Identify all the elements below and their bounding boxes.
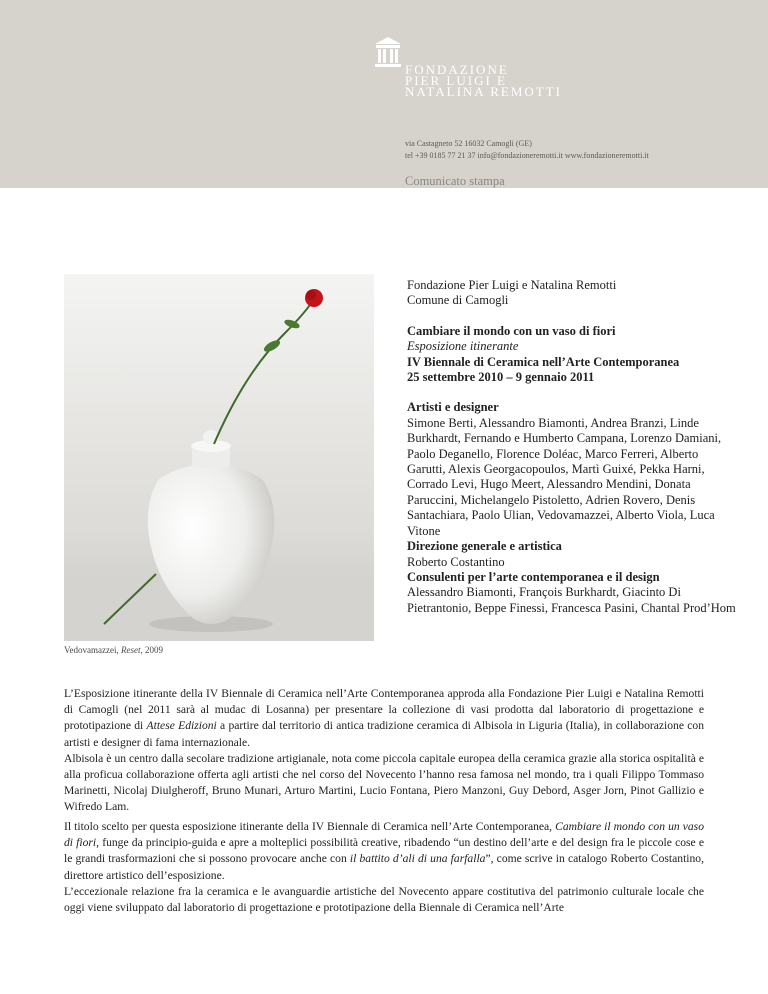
foundation-logo-icon bbox=[373, 36, 403, 70]
address-block bbox=[405, 138, 649, 162]
address-line1: via Castagneto 52 16032 Camogli (GE) bbox=[405, 139, 532, 148]
biennale-title: IV Biennale di Ceramica nell’Arte Contemporanea bbox=[407, 354, 680, 369]
caption-author: Vedovamazzei, bbox=[64, 645, 121, 655]
address-line2: tel +39 0185 77 21 37 info@fondazioneremotti.it www.fondazioneremotti.it bbox=[405, 151, 649, 160]
body-section-1 bbox=[64, 686, 704, 816]
info-line1: Fondazione Pier Luigi e Natalina Remotti bbox=[407, 278, 617, 292]
direction-heading: Direzione generale e artistica bbox=[407, 539, 562, 554]
body-paragraph-2: Albisola è un centro dalla secolare tradizione artigianale, nota come piccola capitale europea della ceramica grazie alla storica ospitalità e alla proficua collaborazione offerta agli artisti che nel corso del Novecento l’hanno resa famosa nel mondo, tra i quali Filippo Tommaso Marinetti, Nicolaj Diulgheroff, Bruno Munari, Arturo Martini, Lucio Fontana, Piero Manzoni, Guy Debord, Asger Jorn, Pinot Gallizio e Wifredo Lam. bbox=[64, 751, 704, 814]
body-paragraph-1: L’Esposizione itinerante della IV Biennale di Ceramica nell’Arte Contemporanea approda alla Fondazione Pier Luigi e Natalina Remotti di Camogli (nel 2011 sarà al mudac di Losanna) per presentare la collezione di vasi prodotta dal laboratorio di progettazione e prototipazione di Attese Edizioni a partire dal territorio di antica tradizione ceramica di Albisola in Liguria (Italia), in collaborazione con artisti e designer di fama internazionale. bbox=[64, 687, 705, 749]
info-line2: Comune di Camogli bbox=[407, 293, 509, 308]
exhibition-info bbox=[407, 278, 737, 616]
press-release-label: Comunicato stampa bbox=[405, 174, 505, 188]
exhibit-type: Esposizione itinerante bbox=[407, 339, 519, 354]
org-name bbox=[405, 64, 562, 97]
artists-heading: Artisti e designer bbox=[407, 400, 499, 415]
artists-list: Simone Berti, Alessandro Biamonti, Andrea Branzi, Linde Burkhardt, Fernando e Humberto Campana, Lorenzo Damiani, Paolo Deganello, Florence Doléac, Marco Ferreri, Alberto Garutti, Alexis Georgacopoulos, Martì Guixé, Pekka Harni, Corrado Levi, Hugo Meert, Alessandro Mendini, Donata Paruccini, Michelangelo Pistoletto, Adrien Rovero, Denis Santachiara, Paolo Ulian, Vedovamazzei, Alberto Viola, Luca Vitone bbox=[407, 415, 722, 538]
body-paragraph-3: Il titolo scelto per questa esposizione itinerante della IV Biennale di Ceramica nell’Arte Contemporanea, Cambiare il mondo con un vaso di fiori, funge da principio-guida e apre a molteplici possibilità creative, ribadendo “un destino dell’arte e del design fra le piccole cose e le grandi trasformazioni che si possono provocare anche con il battito d’ali di una farfalla”, come scrive in catalogo Roberto Costantino, direttore artistico dell’esposizione. bbox=[64, 820, 705, 882]
consultants-heading: Consulenti per l’arte contemporanea e il design bbox=[407, 569, 660, 584]
artwork-photo bbox=[64, 274, 374, 641]
header-band bbox=[0, 0, 768, 188]
exhibit-title: Cambiare il mondo con un vaso di fiori bbox=[407, 323, 616, 338]
body-section-2 bbox=[64, 819, 704, 916]
consultants-list: Alessandro Biamonti, François Burkhardt, Giacinto Di Pietrantonio, Beppe Finessi, Francesca Pasini, Chantal Prod’Hom bbox=[407, 585, 736, 615]
publisher-name: Attese Edizioni bbox=[146, 719, 217, 733]
org-name-line1: FONDAZIONE bbox=[405, 62, 509, 77]
caption-title: Reset bbox=[120, 645, 141, 655]
photo-caption bbox=[64, 645, 163, 655]
exhibit-dates: 25 settembre 2010 – 9 gennaio 2011 bbox=[407, 370, 595, 385]
caption-year: , 2009 bbox=[140, 645, 163, 655]
org-name-line2: PIER LUIGI E bbox=[405, 73, 507, 88]
director-name: Roberto Costantino bbox=[407, 554, 505, 569]
org-name-line3: NATALINA REMOTTI bbox=[405, 84, 562, 99]
body-paragraph-4: L’eccezionale relazione fra la ceramica e le avanguardie artistiche del Novecento appare costitutiva del patrimonio culturale locale che oggi viene sviluppato dal laboratorio di progettazione e prototipazione della Biennale di Ceramica nell’Arte bbox=[64, 884, 704, 915]
